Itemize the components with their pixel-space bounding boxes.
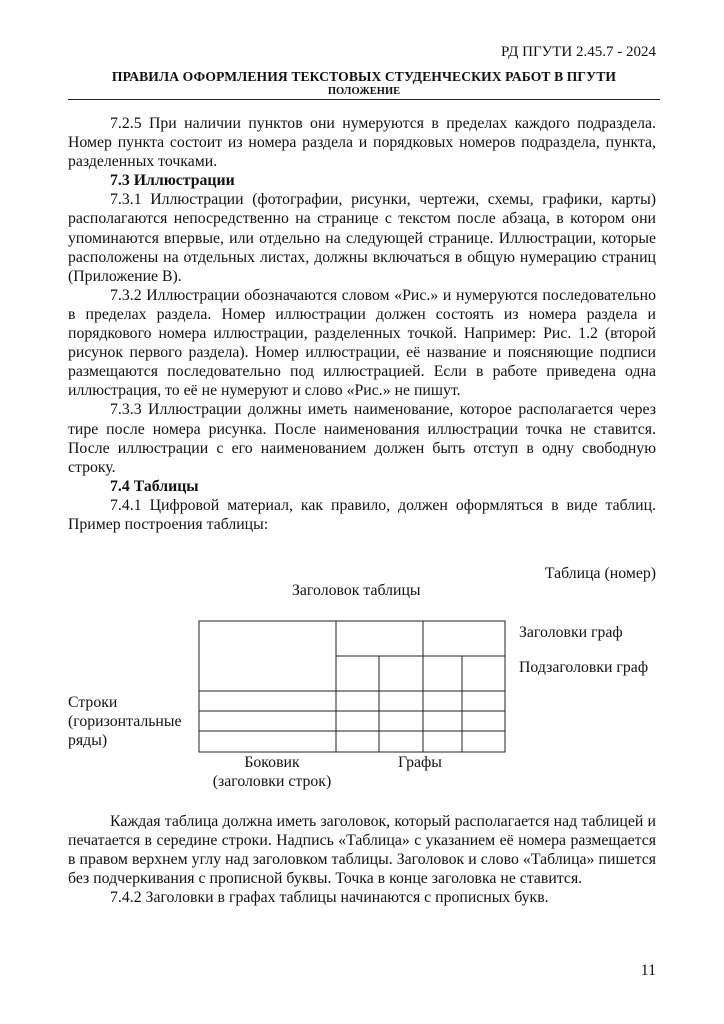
document-title: ПРАВИЛА ОФОРМЛЕНИЯ ТЕКСТОВЫХ СТУДЕНЧЕСКИХ РАБОТ В ПГУТИ [111,69,617,84]
paragraph-7-3-2: 7.3.2 Иллюстрации обозначаются словом «Рис.» и нумеруются последовательно в пределах раздела. Номер иллюстрации должен состоять из номера раздела и порядкового номера иллюстрации, разделенных точкой. Например: Рис. 1.2 (второй рисунок первого раздела). Номер иллюстрации, её название и поясняющие подписи размещаются последовательно под иллюстрацией. Если в работе приведена одна иллюстрация, то её не нумеруют и слово «Рис.» не пишут. [68,286,656,400]
columns-label: Графы [398,754,442,771]
paragraph-7-2-5: 7.2.5 При наличии пунктов они нумеруются в пределах каждого подраздела. Номер пункта состоит из номера раздела и порядковых номеров подраздела, пункта, разделенных точками. [68,115,656,171]
table-outline [199,621,505,752]
stub-label: Боковик (заголовки строк) [212,754,332,790]
document-code: РД ПГУТИ 2.45.7 - 2024 [500,44,656,60]
paragraph-7-4-1: 7.4.1 Цифровой материал, как правило, должен оформляться в виде таблиц. Пример построения таблицы: [68,496,656,533]
page-number: 11 [640,962,656,979]
paragraph-table-title-rules: Каждая таблица должна иметь заголовок, который располагается над таблицей и печатается в середине строки. Надпись «Таблица» с указанием её номера размещается в правом верхнем углу над заголовком таблицы. Заголовок и слово «Таблица» пишется без подчеркивания с прописной буквы. Точка в конце заголовка не ставится. [68,813,656,888]
text-block-bottom [68,812,656,907]
subheaders-label: Подзаголовки граф [519,659,649,676]
rows-label: Строки (горизонтальные ряды) [68,694,182,749]
header-divider [68,99,660,100]
column-headers-label: Заголовки граф [519,624,623,641]
text-block-top [68,114,656,534]
heading-tables: 7.4 Таблицы [110,477,199,495]
table-title-caption: Заголовок таблицы [292,582,421,599]
table-number-caption: Таблица (номер) [544,565,656,582]
document-subtitle: ПОЛОЖЕНИЕ [327,86,401,97]
paragraph-7-3-3: 7.3.3 Иллюстрации должны иметь наименование, которое располагается через тире после номера рисунка. После наименования иллюстрации точка не ставится. После иллюстрации с его наименованием должен быть отступ в одну свободную строку. [68,401,656,476]
heading-illustrations: 7.3 Иллюстрации [110,172,235,190]
paragraph-7-3-1: 7.3.1 Иллюстрации (фотографии, рисунки, чертежи, схемы, графики, карты) располагаются непосредственно на странице с текстом после абзаца, в котором они упоминаются впервые, или отдельно на следующей странице. Иллюстрации, которые расположены на отдельных листах, должны включаться в общую нумерацию страниц (Приложение В). [68,191,656,285]
paragraph-7-4-2: 7.4.2 Заголовки в графах таблицы начинаются с прописных букв. [110,889,549,907]
